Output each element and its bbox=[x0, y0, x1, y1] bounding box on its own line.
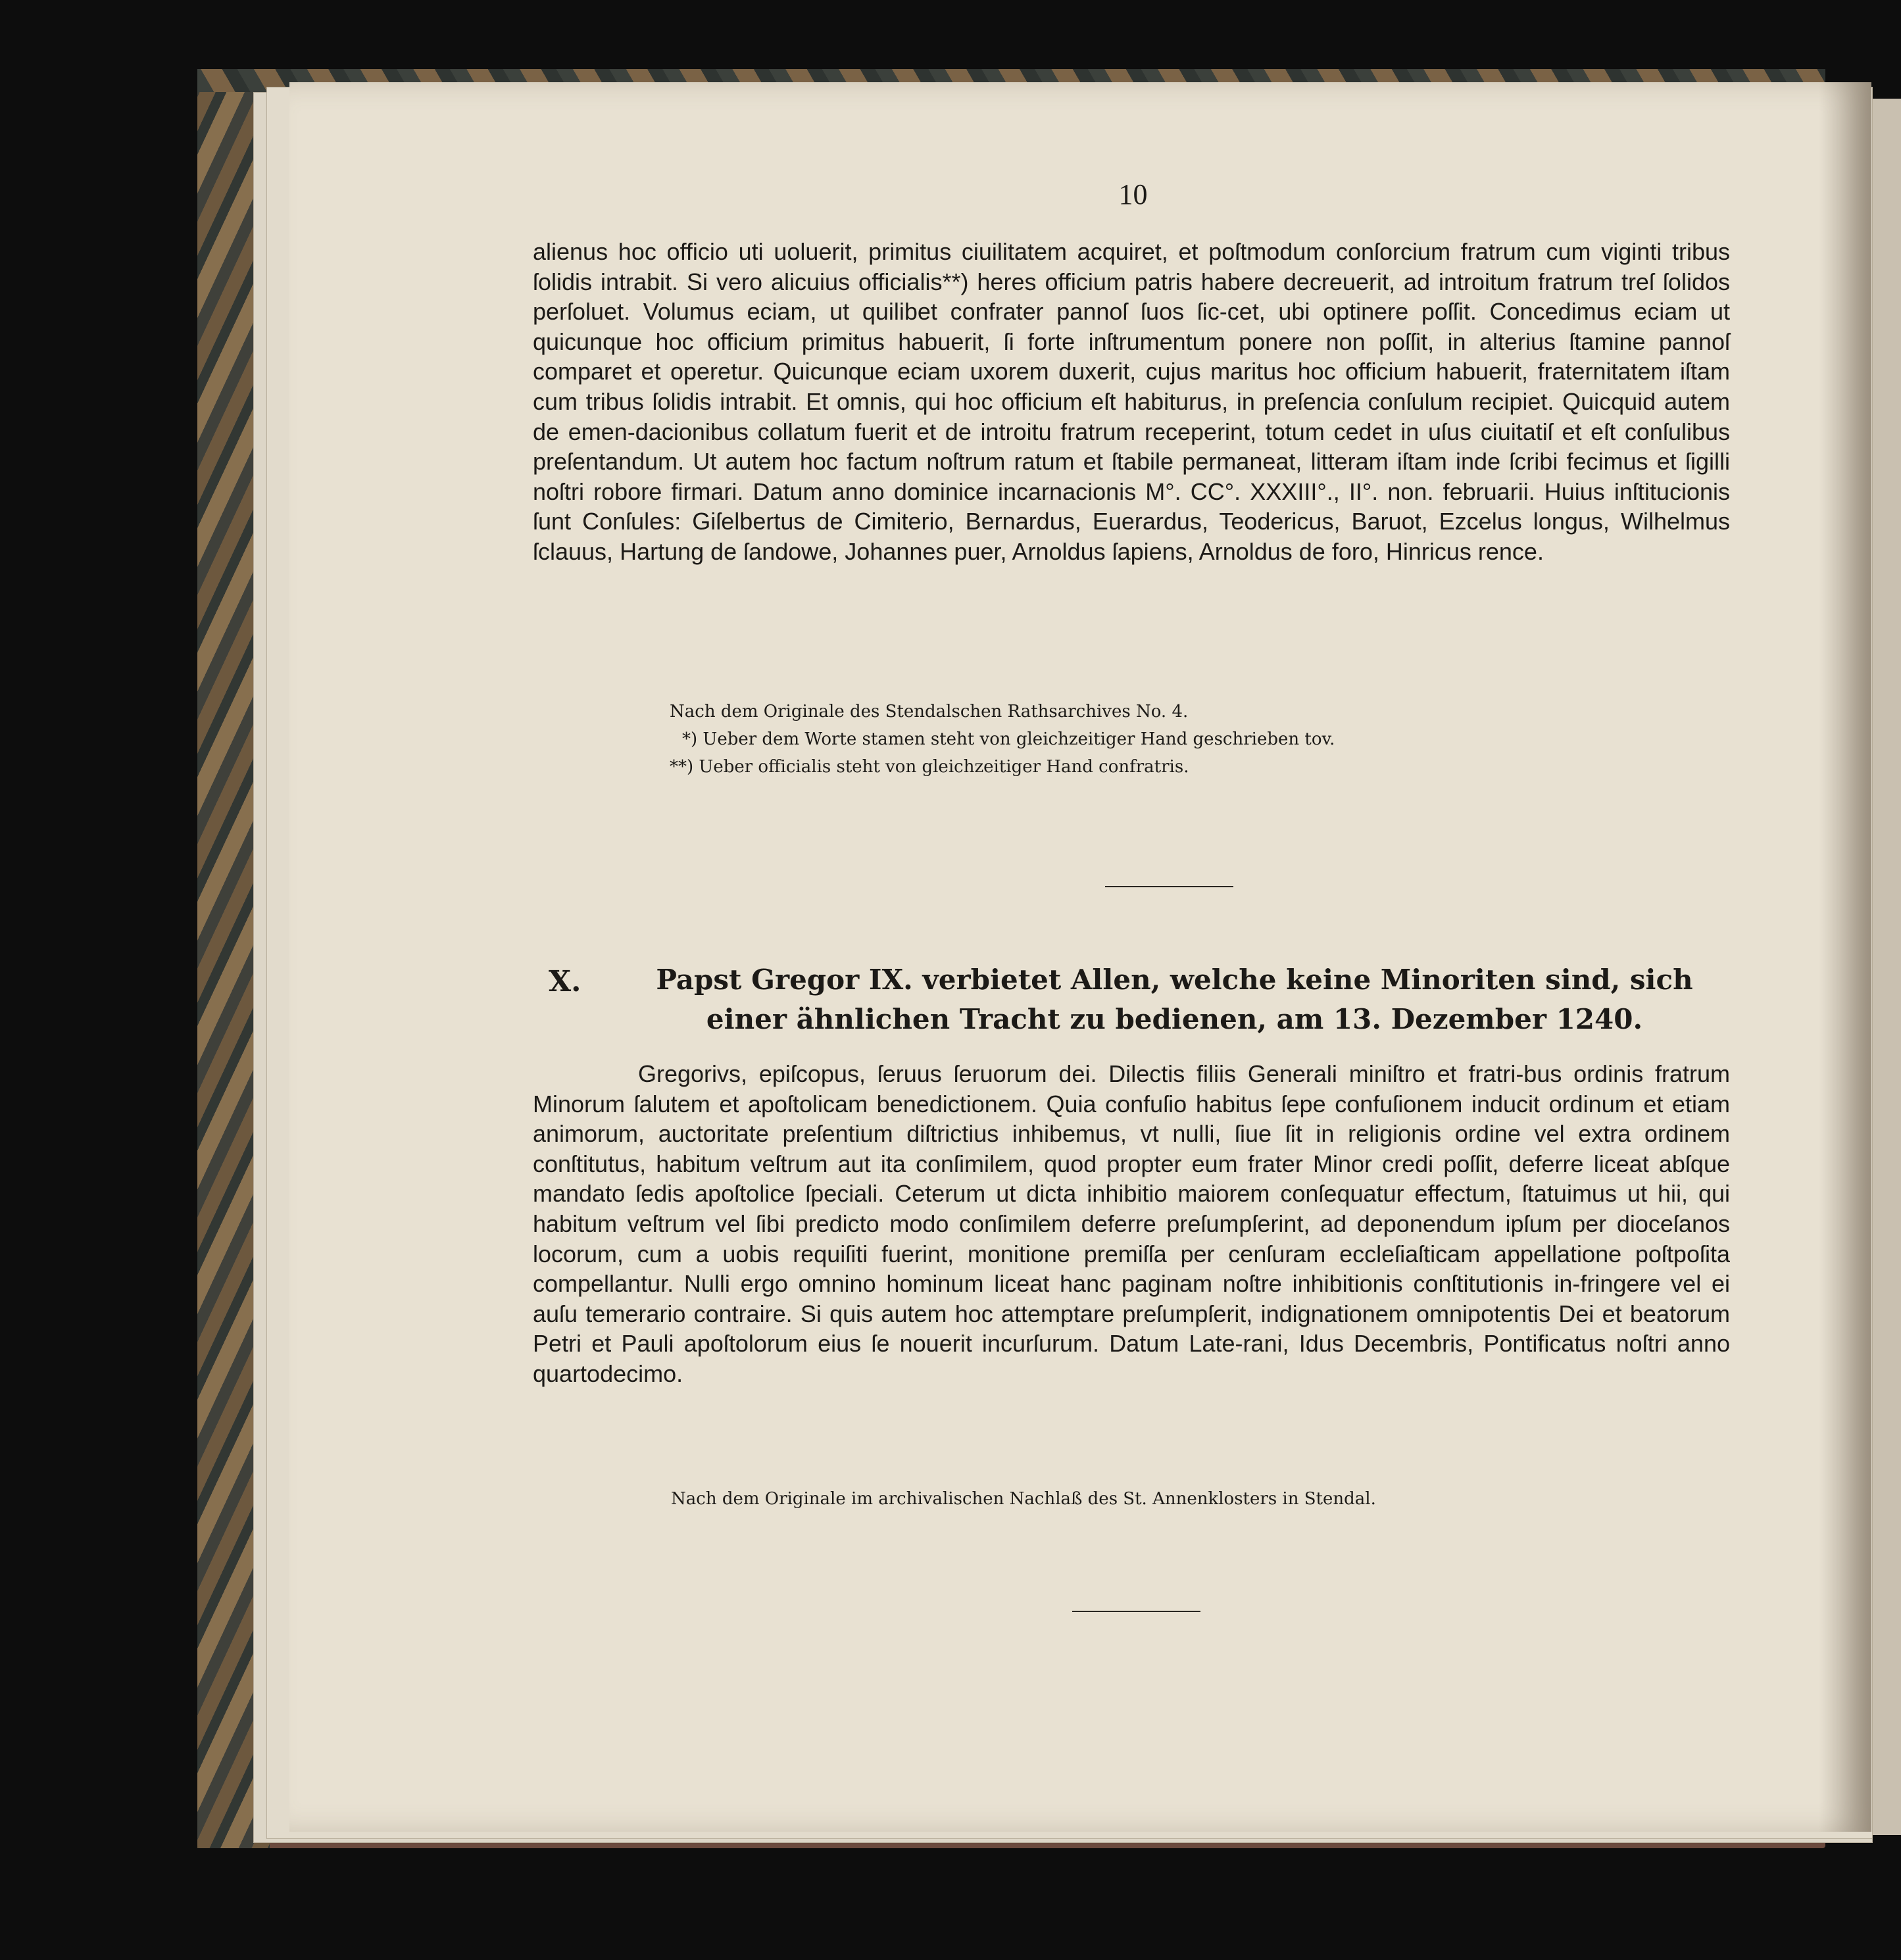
book-page bbox=[289, 82, 1871, 1832]
paragraph-1: alienus hoc officio uti uoluerit, primitus ciuilitatem acquiret, et poſtmodum conſorcium fratrum cum viginti tribus ſolidis intrabit. Si vero alicuius officialis**) heres officium patris habere decreuerit, ad introitum fratrum treſ ſolidos perſoluet. Volumus eciam, ut quilibet confrater pannoſ ſuos ſic-cet, ubi optinere poſſit. Concedimus eciam ut quicunque hoc officium primitus habuerit, ſi forte inſtrumentum ponere non poſſit, in alterius ſtamine pannoſ comparet et operetur. Quicunque eciam uxorem duxerit, cujus maritus hoc officium habuerit, fraternitatem iſtam cum tribus ſolidis intrabit. Et omnis, qui hoc officium eſt habiturus, in preſencia conſulum recipiet. Quicquid autem de emen-dacionibus collatum fuerit et de introitu fratrum receperint, totum cedet in uſus ciuitatiſ et eſt conſulibus preſentandum. Ut autem hoc factum noſtrum ratum et ſtabile permaneat, litteram iſtam inde ſcribi fecimus et ſigilli noſtri robore firmari. Datum anno dominice incarnacionis M°. CC°. XXXIII°., II°. non. februarii. Huius inſtitucionis ſunt Conſules: Giſelbertus de Cimiterio, Bernardus, Euerardus, Teodericus, Baruot, Ezcelus longus, Wilhelmus ſclauus, Hartung de ſandowe, Johannes puer, Arnoldus ſapiens, Arnoldus de foro, Hinricus rence. bbox=[533, 238, 1730, 565]
footnote-2: **) Ueber officialis steht von gleichzeitiger Hand confratris. bbox=[670, 757, 1189, 777]
source-note-1: Nach dem Originale des Stendalschen Rathsarchives No. 4. bbox=[670, 702, 1189, 722]
page-number: 10 bbox=[1118, 178, 1148, 210]
section-number: X. bbox=[549, 965, 581, 998]
source-note-2: Nach dem Originale im archivalischen Nachlaß des St. Annenklosters in Stendal. bbox=[671, 1489, 1376, 1509]
papal-letter-text bbox=[533, 1059, 1730, 1389]
charter-text-continued bbox=[533, 237, 1730, 567]
section-divider-2 bbox=[1072, 1611, 1200, 1612]
section-heading: Papst Gregor IX. verbietet Allen, welche keine Minoriten sind, sich einer ähnlichen Tracht zu bedienen, am 13. Dezember 1240. bbox=[656, 964, 1693, 1035]
footnote-1: *) Ueber dem Worte stamen steht von gleichzeitiger Hand geschrieben tov. bbox=[682, 729, 1335, 749]
paragraph-2: Gregorivs, epiſcopus, ſeruus ſeruorum dei. Dilectis filiis Generali miniſtro et fratri-bus ordinis fratrum Minorum ſalutem et apoſtolicam benedictionem. Quia confuſio habitus ſepe confuſionem inducit ordinum et etiam animorum, auctoritate preſentium diſtrictius inhibemus, vt nulli, ſiue ſit in religionis ordine vel extra ordinem conſtitutus, habitum veſtrum aut ita conſimilem, quod propter eum frater Minor credi poſſit, deferre liceat abſque mandato ſedis apoſtolice ſpeciali. Ceterum ut dicta inhibitio maiorem conſequatur effectum, ſtatuimus ut hii, qui habitum veſtrum vel ſibi predicto modo conſimilem deferre preſumpſerint, ad deponendum ipſum per dioceſanos locorum, cum a uobis requiſiti fuerint, monitione premiſſa per cenſuram eccleſiaſticam appellatione poſtpoſita compellantur. Nulli ergo omnino hominum liceat hanc paginam noſtre inhibitionis conſtitutionis in-fringere vel ei auſu temerario contraire. Si quis autem hoc attemptare preſumpſerit, indignationem omnipotentis Dei et beatorum Petri et Pauli apoſtolorum eius ſe nouerit incurſurum. Datum Late-rani, Idus Decembris, Pontificatus noſtri anno quartodecimo. bbox=[533, 1060, 1730, 1387]
section-divider-1 bbox=[1105, 886, 1233, 887]
gutter-shadow bbox=[1819, 82, 1871, 1832]
